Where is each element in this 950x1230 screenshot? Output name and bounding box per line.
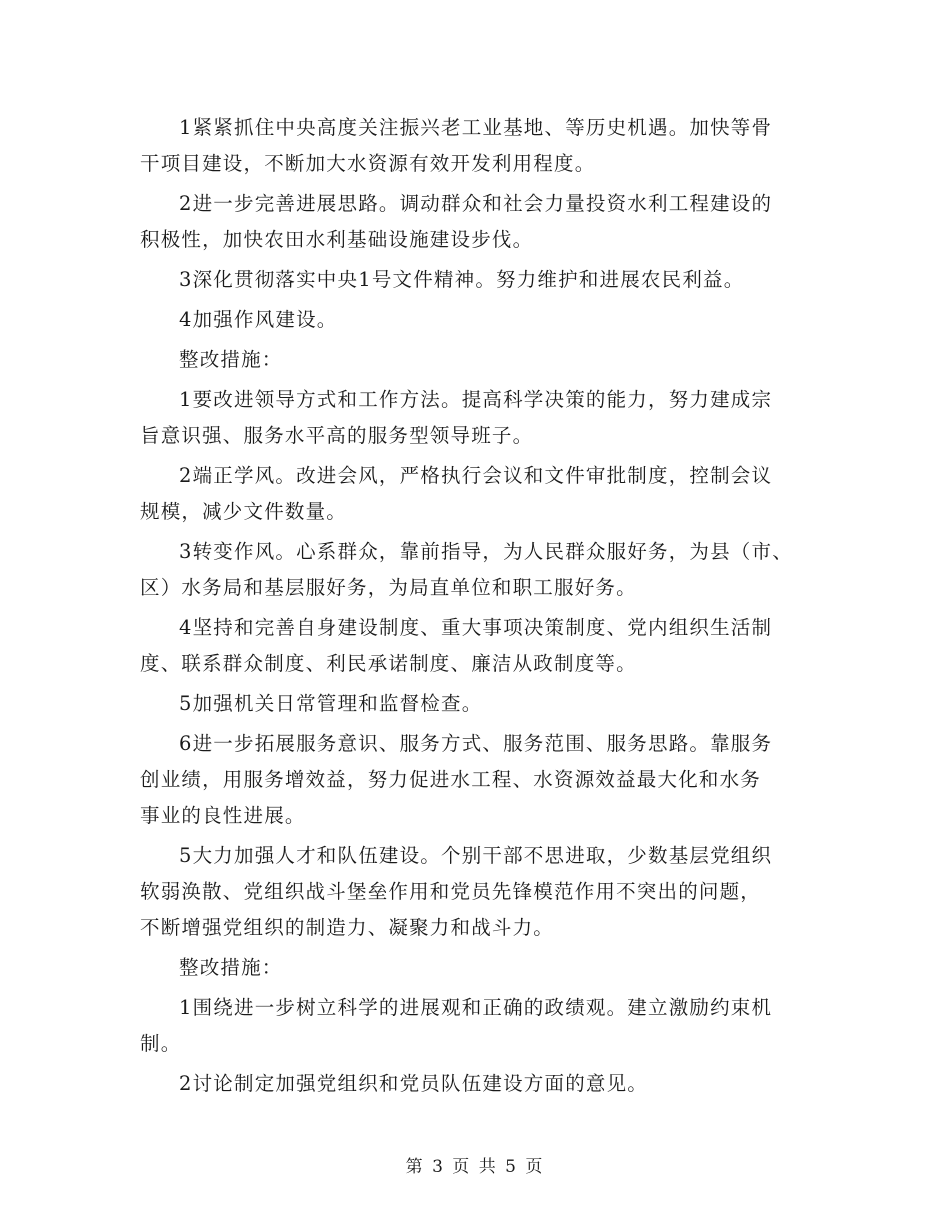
paragraph-line: 旨意识强、服务水平高的服务型领导班子。 bbox=[140, 424, 534, 447]
paragraph-line: 区）水务局和基层服好务，为局直单位和职工服好务。 bbox=[140, 576, 637, 599]
paragraph-line: 干项目建设，不断加大水资源有效开发利用程度。 bbox=[140, 152, 596, 175]
paragraph-line: 3转变作风。心系群众，靠前指导，为人民群众服好务，为县（市、 bbox=[179, 540, 793, 563]
paragraph bbox=[140, 838, 830, 946]
paragraph-line: 创业绩，用服务增效益，努力促进水工程、水资源效益最大化和水务 bbox=[140, 768, 762, 791]
document-body bbox=[140, 110, 830, 1106]
paragraph-line: 事业的良性进展。 bbox=[140, 804, 306, 827]
paragraph-line: 不断增强党组织的制造力、凝聚力和战斗力。 bbox=[140, 916, 555, 939]
paragraph bbox=[140, 610, 830, 682]
paragraph bbox=[140, 686, 830, 722]
paragraph bbox=[140, 110, 830, 182]
paragraph-line: 制。 bbox=[140, 1032, 182, 1055]
paragraph-line: 积极性，加快农田水利基础设施建设步伐。 bbox=[140, 228, 534, 251]
paragraph-line: 2讨论制定加强党组织和党员队伍建设方面的意见。 bbox=[179, 1072, 649, 1095]
paragraph-line: 整改措施： bbox=[179, 348, 283, 371]
page-number-footer: 第 3 页 共 5 页 bbox=[405, 1157, 545, 1177]
paragraph bbox=[140, 534, 830, 606]
paragraph-line: 1紧紧抓住中央高度关注振兴老工业基地、等历史机遇。加快等骨 bbox=[179, 116, 773, 139]
paragraph bbox=[140, 458, 830, 530]
paragraph-line: 4坚持和完善自身建设制度、重大事项决策制度、党内组织生活制 bbox=[179, 616, 773, 639]
paragraph-line: 1围绕进一步树立科学的进展观和正确的政绩观。建立激励约束机 bbox=[179, 996, 773, 1019]
paragraph-line: 度、联系群众制度、利民承诺制度、廉洁从政制度等。 bbox=[140, 652, 637, 675]
paragraph bbox=[140, 950, 830, 986]
paragraph-line: 规模，减少文件数量。 bbox=[140, 500, 348, 523]
paragraph bbox=[140, 1066, 830, 1102]
paragraph bbox=[140, 262, 830, 298]
paragraph-line: 5大力加强人才和队伍建设。个别干部不思进取，少数基层党组织 bbox=[179, 844, 773, 867]
paragraph-line: 4加强作风建设。 bbox=[179, 308, 338, 331]
paragraph bbox=[140, 342, 830, 378]
paragraph-line: 1要改进领导方式和工作方法。提高科学决策的能力，努力建成宗 bbox=[179, 388, 773, 411]
paragraph bbox=[140, 186, 830, 258]
paragraph-line: 2进一步完善进展思路。调动群众和社会力量投资水利工程建设的 bbox=[179, 192, 773, 215]
paragraph bbox=[140, 990, 830, 1062]
paragraph bbox=[140, 726, 830, 834]
paragraph bbox=[140, 382, 830, 454]
paragraph bbox=[140, 302, 830, 338]
paragraph-line: 整改措施： bbox=[179, 956, 283, 979]
paragraph-line: 2端正学风。改进会风，严格执行会议和文件审批制度，控制会议 bbox=[179, 464, 773, 487]
paragraph-line: 5加强机关日常管理和监督检查。 bbox=[179, 692, 483, 715]
paragraph-line: 软弱涣散、党组织战斗堡垒作用和党员先锋模范作用不突出的问题， bbox=[140, 880, 762, 903]
paragraph-line: 3深化贯彻落实中央1号文件精神。努力维护和进展农民利益。 bbox=[179, 268, 745, 291]
paragraph-line: 6进一步拓展服务意识、服务方式、服务范围、服务思路。靠服务 bbox=[179, 732, 773, 755]
